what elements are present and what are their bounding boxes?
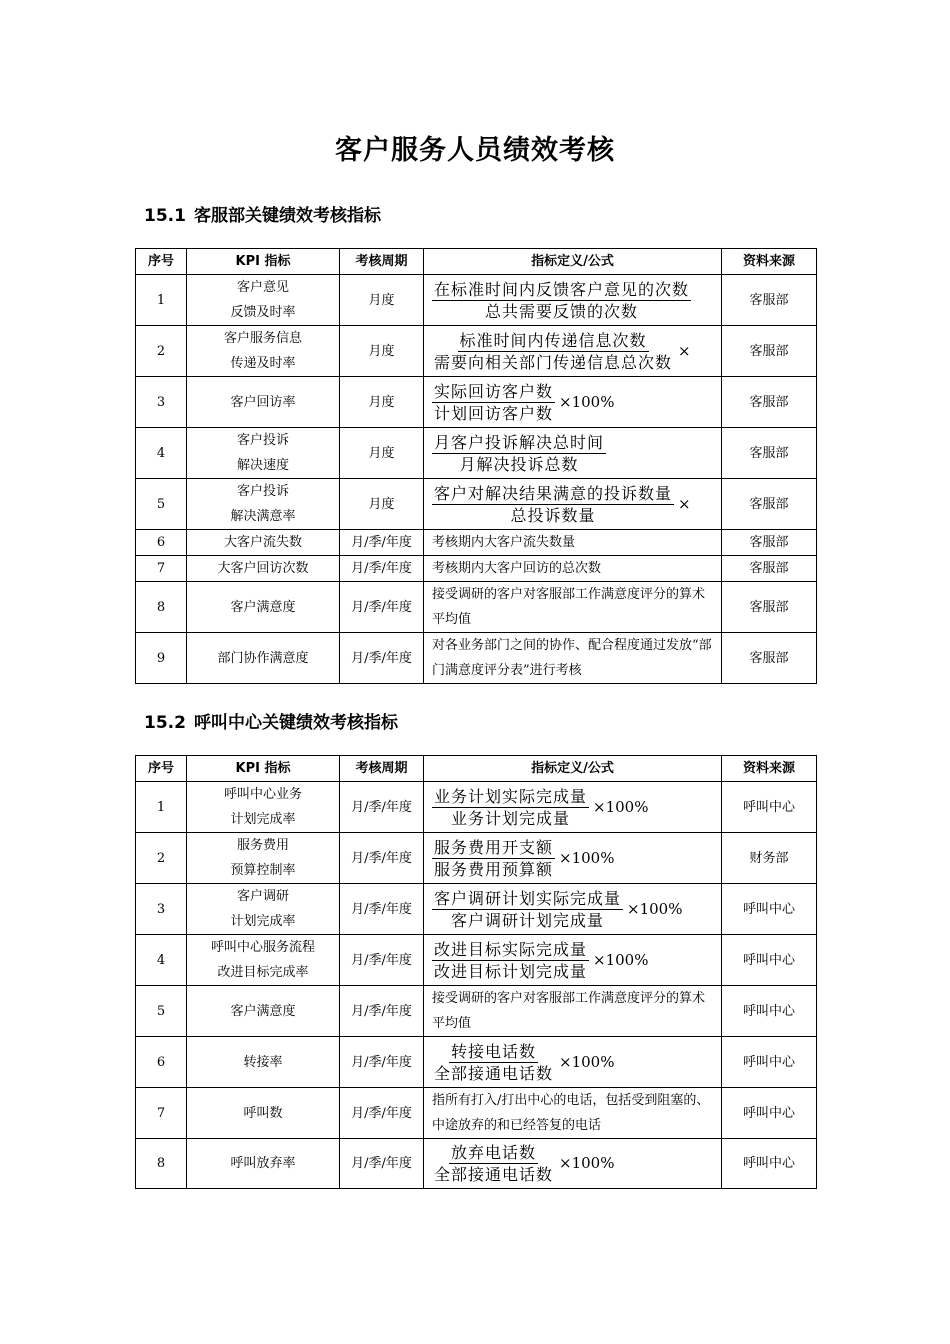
page-title: 客户服务人员绩效考核 [335,135,615,166]
table-row [136,1139,817,1189]
data-source: 客服部 [722,633,817,684]
kpi-name-line: 计划完成率 [230,812,296,827]
formula-multiplier: ×100% [559,1154,615,1172]
assessment-period: 月度 [340,479,424,530]
table-row [136,935,817,986]
formula-numerator: 标准时间内传递信息次数 [459,330,647,350]
table-header-row [136,249,817,275]
assessment-period: 月/季/年度 [340,1088,424,1139]
column-header: 序号 [136,249,187,275]
kpi-name [187,935,340,986]
fraction-body [432,483,674,526]
kpi-name-line: 部门协作满意度 [217,650,309,666]
section-heading-2 [144,708,398,733]
kpi-name [187,782,340,833]
table-row [136,530,817,556]
assessment-period: 月度 [340,326,424,377]
formula-fraction [432,330,691,373]
data-source: 呼叫中心 [722,986,817,1037]
data-source: 客服部 [722,428,817,479]
row-number: 9 [136,633,187,684]
assessment-period: 月/季/年度 [340,582,424,633]
kpi-name-line: 客户意见 [236,280,289,295]
formula-fraction [432,381,614,424]
table-row [136,633,817,684]
definition-formula [424,377,722,428]
kpi-name-line: 预算控制率 [230,863,296,878]
formula-multiplier: ×100% [559,848,615,867]
kpi-name-line: 客户回访率 [230,394,296,410]
formula-numerator: 客户对解决结果满意的投诉数量 [434,483,673,503]
data-source: 呼叫中心 [722,782,817,833]
fraction-body [432,432,606,475]
formula-denominator: 总投诉数量 [510,505,596,525]
formula-numerator: 实际回访客户数 [434,381,554,401]
formula-multiplier: ×100% [627,899,683,918]
kpi-table-customer-service [135,248,817,684]
formula-fraction [432,888,682,931]
definition-text: 指所有打入/打出中心的电话，包括受到阻塞的、中途放弃的和已经答复的电话 [424,1088,722,1139]
fraction-body [432,381,555,424]
definition-text: 对各业务部门之间的协作、配合程度通过发放“部门满意度评分表”进行考核 [424,633,722,684]
fraction-body [432,1142,555,1185]
section-name: 客服部关键绩效考核指标 [193,206,381,226]
definition-formula [424,935,722,986]
section-heading-1 [144,201,381,226]
formula-fraction [432,1041,614,1084]
kpi-name [187,1139,340,1189]
kpi-name-line: 呼叫中心业务 [223,787,302,802]
data-source: 呼叫中心 [722,884,817,935]
column-header: 序号 [136,756,187,782]
formula-denominator: 总共需要反馈的次数 [485,301,639,321]
data-source: 客服部 [722,275,817,326]
data-source: 呼叫中心 [722,1037,817,1088]
assessment-period: 月/季/年度 [340,1037,424,1088]
kpi-name [187,530,340,556]
kpi-name [187,884,340,935]
assessment-period: 月/季/年度 [340,986,424,1037]
table-row [136,428,817,479]
formula-numerator: 月客户投诉解决总时间 [434,432,605,452]
fraction-body [432,837,555,880]
section-name: 呼叫中心关键绩效考核指标 [193,713,398,733]
kpi-name-line: 客户服务信息 [223,331,302,346]
formula-denominator: 改进目标计划完成量 [434,961,588,981]
kpi-name [187,275,340,326]
table-row [136,326,817,377]
definition-formula [424,1037,722,1088]
data-source: 客服部 [722,377,817,428]
formula-numerator: 转接电话数 [451,1041,537,1061]
kpi-name [187,556,340,582]
kpi-name [187,377,340,428]
kpi-name-line: 客户投诉 [236,433,289,448]
formula-denominator: 全部接通电话数 [434,1063,554,1083]
kpi-name-line: 反馈及时率 [230,305,296,320]
row-number: 3 [136,377,187,428]
kpi-name [187,986,340,1037]
assessment-period: 月/季/年度 [340,782,424,833]
kpi-name-line: 服务费用 [236,838,289,853]
kpi-name [187,1088,340,1139]
table-row [136,377,817,428]
formula-numerator: 在标准时间内反馈客户意见的次数 [434,279,690,299]
definition-formula [424,326,722,377]
kpi-name-line: 计划完成率 [230,914,296,929]
column-header: KPI 指标 [187,249,340,275]
formula-denominator: 业务计划完成量 [451,808,571,828]
formula-denominator: 服务费用预算额 [434,859,554,879]
column-header: 资料来源 [722,756,817,782]
formula-fraction [432,279,691,322]
section-number: 15.2 [144,713,186,733]
data-source: 呼叫中心 [722,1139,817,1189]
assessment-period: 月/季/年度 [340,935,424,986]
table-row [136,884,817,935]
formula-multiplier: ×100% [593,797,649,816]
formula-numerator: 放弃电话数 [451,1143,537,1162]
formula-denominator: 客户调研计划完成量 [451,910,605,930]
definition-formula [424,884,722,935]
assessment-period: 月/季/年度 [340,833,424,884]
assessment-period: 月/季/年度 [340,633,424,684]
data-source: 客服部 [722,479,817,530]
kpi-name-line: 呼叫放弃率 [230,1156,296,1171]
table-row [136,479,817,530]
kpi-name [187,1037,340,1088]
formula-multiplier: ×100% [559,1052,615,1071]
definition-formula [424,479,722,530]
data-source: 呼叫中心 [722,935,817,986]
row-number: 3 [136,884,187,935]
formula-multiplier: × [678,341,691,360]
kpi-name-line: 客户满意度 [230,1003,296,1019]
kpi-name-line: 客户满意度 [230,599,296,615]
kpi-name [187,633,340,684]
table-header-row [136,756,817,782]
row-number: 8 [136,1139,187,1189]
table-row [136,275,817,326]
formula-fraction [432,483,691,526]
table-row [136,833,817,884]
data-source: 财务部 [722,833,817,884]
kpi-table-call-center [135,755,817,1189]
column-header: 考核周期 [340,756,424,782]
table-row [136,986,817,1037]
kpi-name-line: 改进目标完成率 [217,965,309,980]
row-number: 2 [136,326,187,377]
formula-fraction [432,837,614,880]
assessment-period: 月/季/年度 [340,530,424,556]
row-number: 5 [136,986,187,1037]
kpi-name-line: 解决速度 [236,458,289,473]
kpi-name-line: 转接率 [243,1054,283,1070]
definition-formula [424,833,722,884]
table-row [136,782,817,833]
fraction-body [432,279,691,322]
definition-formula [424,275,722,326]
formula-denominator: 需要向相关部门传递信息总次数 [434,352,673,372]
formula-numerator: 客户调研计划实际完成量 [434,888,622,908]
kpi-name [187,326,340,377]
fraction-body [432,939,589,982]
column-header: KPI 指标 [187,756,340,782]
formula-numerator: 业务计划实际完成量 [434,786,588,806]
formula-fraction [432,786,648,829]
fraction-body [432,1041,555,1084]
row-number: 1 [136,275,187,326]
data-source: 客服部 [722,556,817,582]
column-header: 资料来源 [722,249,817,275]
assessment-period: 月度 [340,275,424,326]
definition-text: 考核期内大客户回访的总次数 [424,556,722,582]
column-header: 指标定义/公式 [424,249,722,275]
kpi-name [187,479,340,530]
fraction-body [432,786,589,829]
formula-fraction [432,432,606,475]
column-header: 指标定义/公式 [424,756,722,782]
fraction-body [432,330,674,373]
formula-fraction [432,1142,614,1185]
assessment-period: 月/季/年度 [340,556,424,582]
formula-numerator: 改进目标实际完成量 [434,939,588,959]
data-source: 客服部 [722,530,817,556]
kpi-name-line: 呼叫数 [243,1105,283,1121]
formula-denominator: 计划回访客户数 [434,403,554,423]
kpi-name-line: 解决满意率 [230,509,296,524]
table-row [136,582,817,633]
data-source: 客服部 [722,326,817,377]
kpi-name-line: 大客户流失数 [223,535,302,550]
formula-denominator: 月解决投诉总数 [459,454,579,474]
assessment-period: 月度 [340,377,424,428]
formula-denominator: 全部接通电话数 [434,1165,554,1184]
row-number: 6 [136,530,187,556]
row-number: 4 [136,935,187,986]
definition-text: 接受调研的客户对客服部工作满意度评分的算术平均值 [424,986,722,1037]
formula-fraction [432,939,648,982]
assessment-period: 月/季/年度 [340,1139,424,1189]
section-number: 15.1 [144,206,186,226]
table-row [136,1037,817,1088]
row-number: 6 [136,1037,187,1088]
row-number: 4 [136,428,187,479]
kpi-name [187,428,340,479]
formula-multiplier: × [678,494,691,513]
data-source: 呼叫中心 [722,1088,817,1139]
row-number: 8 [136,582,187,633]
kpi-name [187,582,340,633]
definition-formula [424,428,722,479]
kpi-name-line: 大客户回访次数 [217,561,309,576]
row-number: 2 [136,833,187,884]
kpi-name-line: 客户调研 [236,889,289,904]
row-number: 7 [136,1088,187,1139]
definition-formula [424,1139,722,1189]
formula-numerator: 服务费用开支额 [434,837,554,857]
table-row [136,1088,817,1139]
column-header: 考核周期 [340,249,424,275]
kpi-name-line: 呼叫中心服务流程 [210,940,315,955]
row-number: 1 [136,782,187,833]
formula-multiplier: ×100% [593,950,649,969]
definition-text: 考核期内大客户流失数量 [424,530,722,556]
data-source: 客服部 [722,582,817,633]
kpi-name-line: 客户投诉 [236,484,289,499]
assessment-period: 月度 [340,428,424,479]
kpi-name-line: 传递及时率 [230,356,296,371]
table-row [136,556,817,582]
row-number: 5 [136,479,187,530]
fraction-body [432,888,623,931]
row-number: 7 [136,556,187,582]
formula-multiplier: ×100% [559,392,615,411]
definition-formula [424,782,722,833]
definition-text: 接受调研的客户对客服部工作满意度评分的算术平均值 [424,582,722,633]
assessment-period: 月/季/年度 [340,884,424,935]
kpi-name [187,833,340,884]
